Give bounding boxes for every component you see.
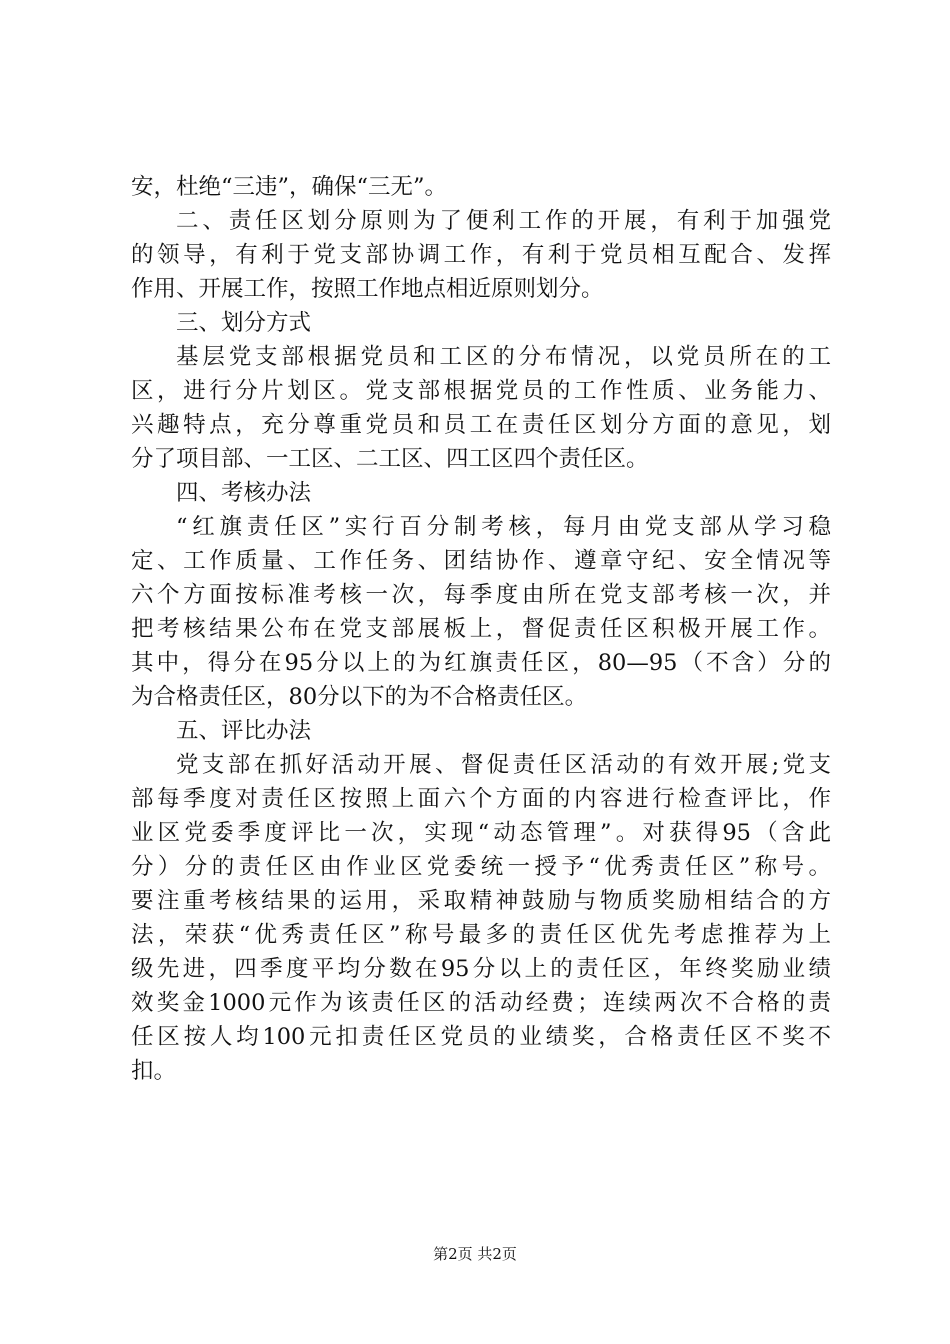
text-line: 作用、开展工作，按照工作地点相近原则划分。 <box>131 276 604 302</box>
text-line: 把考核结果公布在党支部展板上，督促责任区积极开展工作。 <box>131 616 831 642</box>
text-line: 要注重考核结果的运用，采取精神鼓励与物质奖励相结合的方 <box>131 888 831 914</box>
text-line: 任区按人均100元扣责任区党员的业绩奖，合格责任区不奖不 <box>131 1024 831 1050</box>
text-line: 的领导，有利于党支部协调工作，有利于党员相互配合、发挥 <box>131 242 831 268</box>
text-line: 部每季度对责任区按照上面六个方面的内容进行检查评比，作 <box>131 786 831 812</box>
text-line: 兴趣特点，充分尊重党员和员工在责任区划分方面的意见，划 <box>131 412 831 438</box>
text-line: 法，荣获“优秀责任区”称号最多的责任区优先考虑推荐为上 <box>131 922 831 948</box>
text-line: 定、工作质量、工作任务、团结协作、遵章守纪、安全情况等 <box>131 548 831 574</box>
page-footer: 第2页 共2页 <box>433 1245 517 1263</box>
text-line: 分）分的责任区由作业区党委统一授予“优秀责任区”称号。 <box>131 854 831 880</box>
text-line: “红旗责任区”实行百分制考核，每月由党支部从学习稳 <box>176 514 831 540</box>
text-line: 安，杜绝“三违”，确保“三无”。 <box>131 174 448 200</box>
text-line: 四、考核办法 <box>176 480 312 506</box>
text-line: 六个方面按标准考核一次，每季度由所在党支部考核一次，并 <box>131 582 831 608</box>
document-body <box>131 170 831 1088</box>
text-line: 二、责任区划分原则为了便利工作的开展，有利于加强党 <box>176 208 831 234</box>
text-line: 基层党支部根据党员和工区的分布情况，以党员所在的工 <box>176 344 831 370</box>
text-line: 其中，得分在95分以上的为红旗责任区，80—95（不含）分的 <box>131 650 831 676</box>
text-line: 为合格责任区，80分以下的为不合格责任区。 <box>131 684 588 710</box>
text-line: 党支部在抓好活动开展、督促责任区活动的有效开展;党支 <box>176 752 831 778</box>
text-line: 区，进行分片划区。党支部根据党员的工作性质、业务能力、 <box>131 378 831 404</box>
text-line: 三、划分方式 <box>176 310 312 336</box>
text-line: 分了项目部、一工区、二工区、四工区四个责任区。 <box>131 446 649 472</box>
text-line: 扣。 <box>131 1058 177 1084</box>
text-line: 效奖金1000元作为该责任区的活动经费；连续两次不合格的责 <box>131 990 831 1016</box>
text-line: 业区党委季度评比一次，实现“动态管理”。对获得95（含此 <box>131 820 831 846</box>
text-line: 五、评比办法 <box>176 718 312 744</box>
text-line: 级先进，四季度平均分数在95分以上的责任区，年终奖励业绩 <box>131 956 831 982</box>
